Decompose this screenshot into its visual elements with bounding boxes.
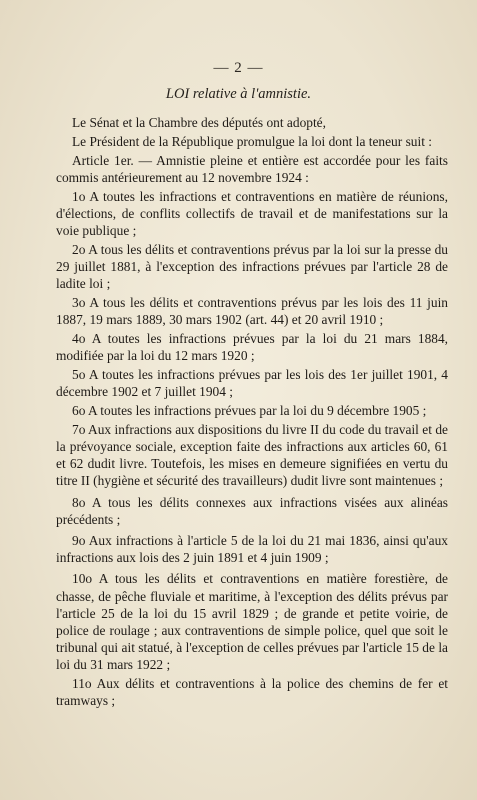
paragraph-item-9: 9o Aux infractions à l'article 5 de la loi du 21 mai 1836, ainsi qu'aux infractions aux lois des 2 juin 1891 et 4 juin 1909 ; bbox=[56, 533, 448, 566]
paragraph-article-1: Article 1er. — Amnistie pleine et entière est accordée pour les faits commis antérieurement au 12 novembre 1924 : bbox=[56, 152, 448, 185]
paragraph-item-3: 3o A tous les délits et contraventions prévus par les lois des 11 juin 1887, 19 mars 1889, 30 mars 1902 (art. 44) et 20 avril 1910 ; bbox=[56, 295, 448, 328]
paragraph-item-10: 10o A tous les délits et contraventions en matière forestière, de chasse, de pêche fluviale et maritime, à l'exception des délits prévus par l'article 25 de la loi du 15 avril 1829 ; de grande et petite voirie, de police de roulage ; aux contraventions de simple police, quel que soit le tribunal qui ait statué, à l'exception de celles prévues par l'article 15 de la loi du 31 mars 1922 ; bbox=[56, 571, 448, 673]
paragraph-item-6: 6o A toutes les infractions prévues par la loi du 9 décembre 1905 ; bbox=[72, 403, 427, 418]
paragraph-item-2: 2o A tous les délits et contraventions prévus par la loi sur la presse du 29 juillet 1881, à l'exception des infractions prévues par l'article 28 de ladite loi ; bbox=[56, 241, 448, 292]
paragraph-item-4: 4o A toutes les infractions prévues par la loi du 21 mars 1884, modifiée par la loi du 12 mars 1920 ; bbox=[56, 331, 448, 364]
paragraph-item-8: 8o A tous les délits connexes aux infractions visées aux alinéas précédents ; bbox=[56, 494, 448, 527]
paragraph-preamble-president: Le Président de la République promulgue la loi dont la teneur suit : bbox=[72, 133, 432, 149]
law-text bbox=[56, 114, 448, 711]
paragraph-item-11: 11o Aux délits et contraventions à la police des chemins de fer et tramways ; bbox=[56, 676, 448, 709]
paragraph-preamble-senate: Le Sénat et la Chambre des députés ont adopté, bbox=[72, 115, 326, 130]
paragraph-item-7: 7o Aux infractions aux dispositions du livre II du code du travail et de la prévoyance sociale, exception faite des infractions aux articles 60, 61 et 62 dudit livre. Toutefois, les mises en demeure signifiées en vertu du titre II (hygiène et sécurité des travailleurs) dudit livre sont maintenues ; bbox=[56, 421, 448, 489]
page-number: — 2 — bbox=[213, 60, 264, 76]
paragraph-item-1: 1o A toutes les infractions et contraventions en matière de réunions, d'élections, de conflits collectifs de travail et de manifestations sur la voie publique ; bbox=[56, 188, 448, 238]
law-title: LOI relative à l'amnistie. bbox=[165, 86, 312, 102]
paragraph-item-5: 5o A toutes les infractions prévues par les lois des 1er juillet 1901, 4 décembre 1902 et 7 juillet 1904 ; bbox=[56, 367, 448, 400]
